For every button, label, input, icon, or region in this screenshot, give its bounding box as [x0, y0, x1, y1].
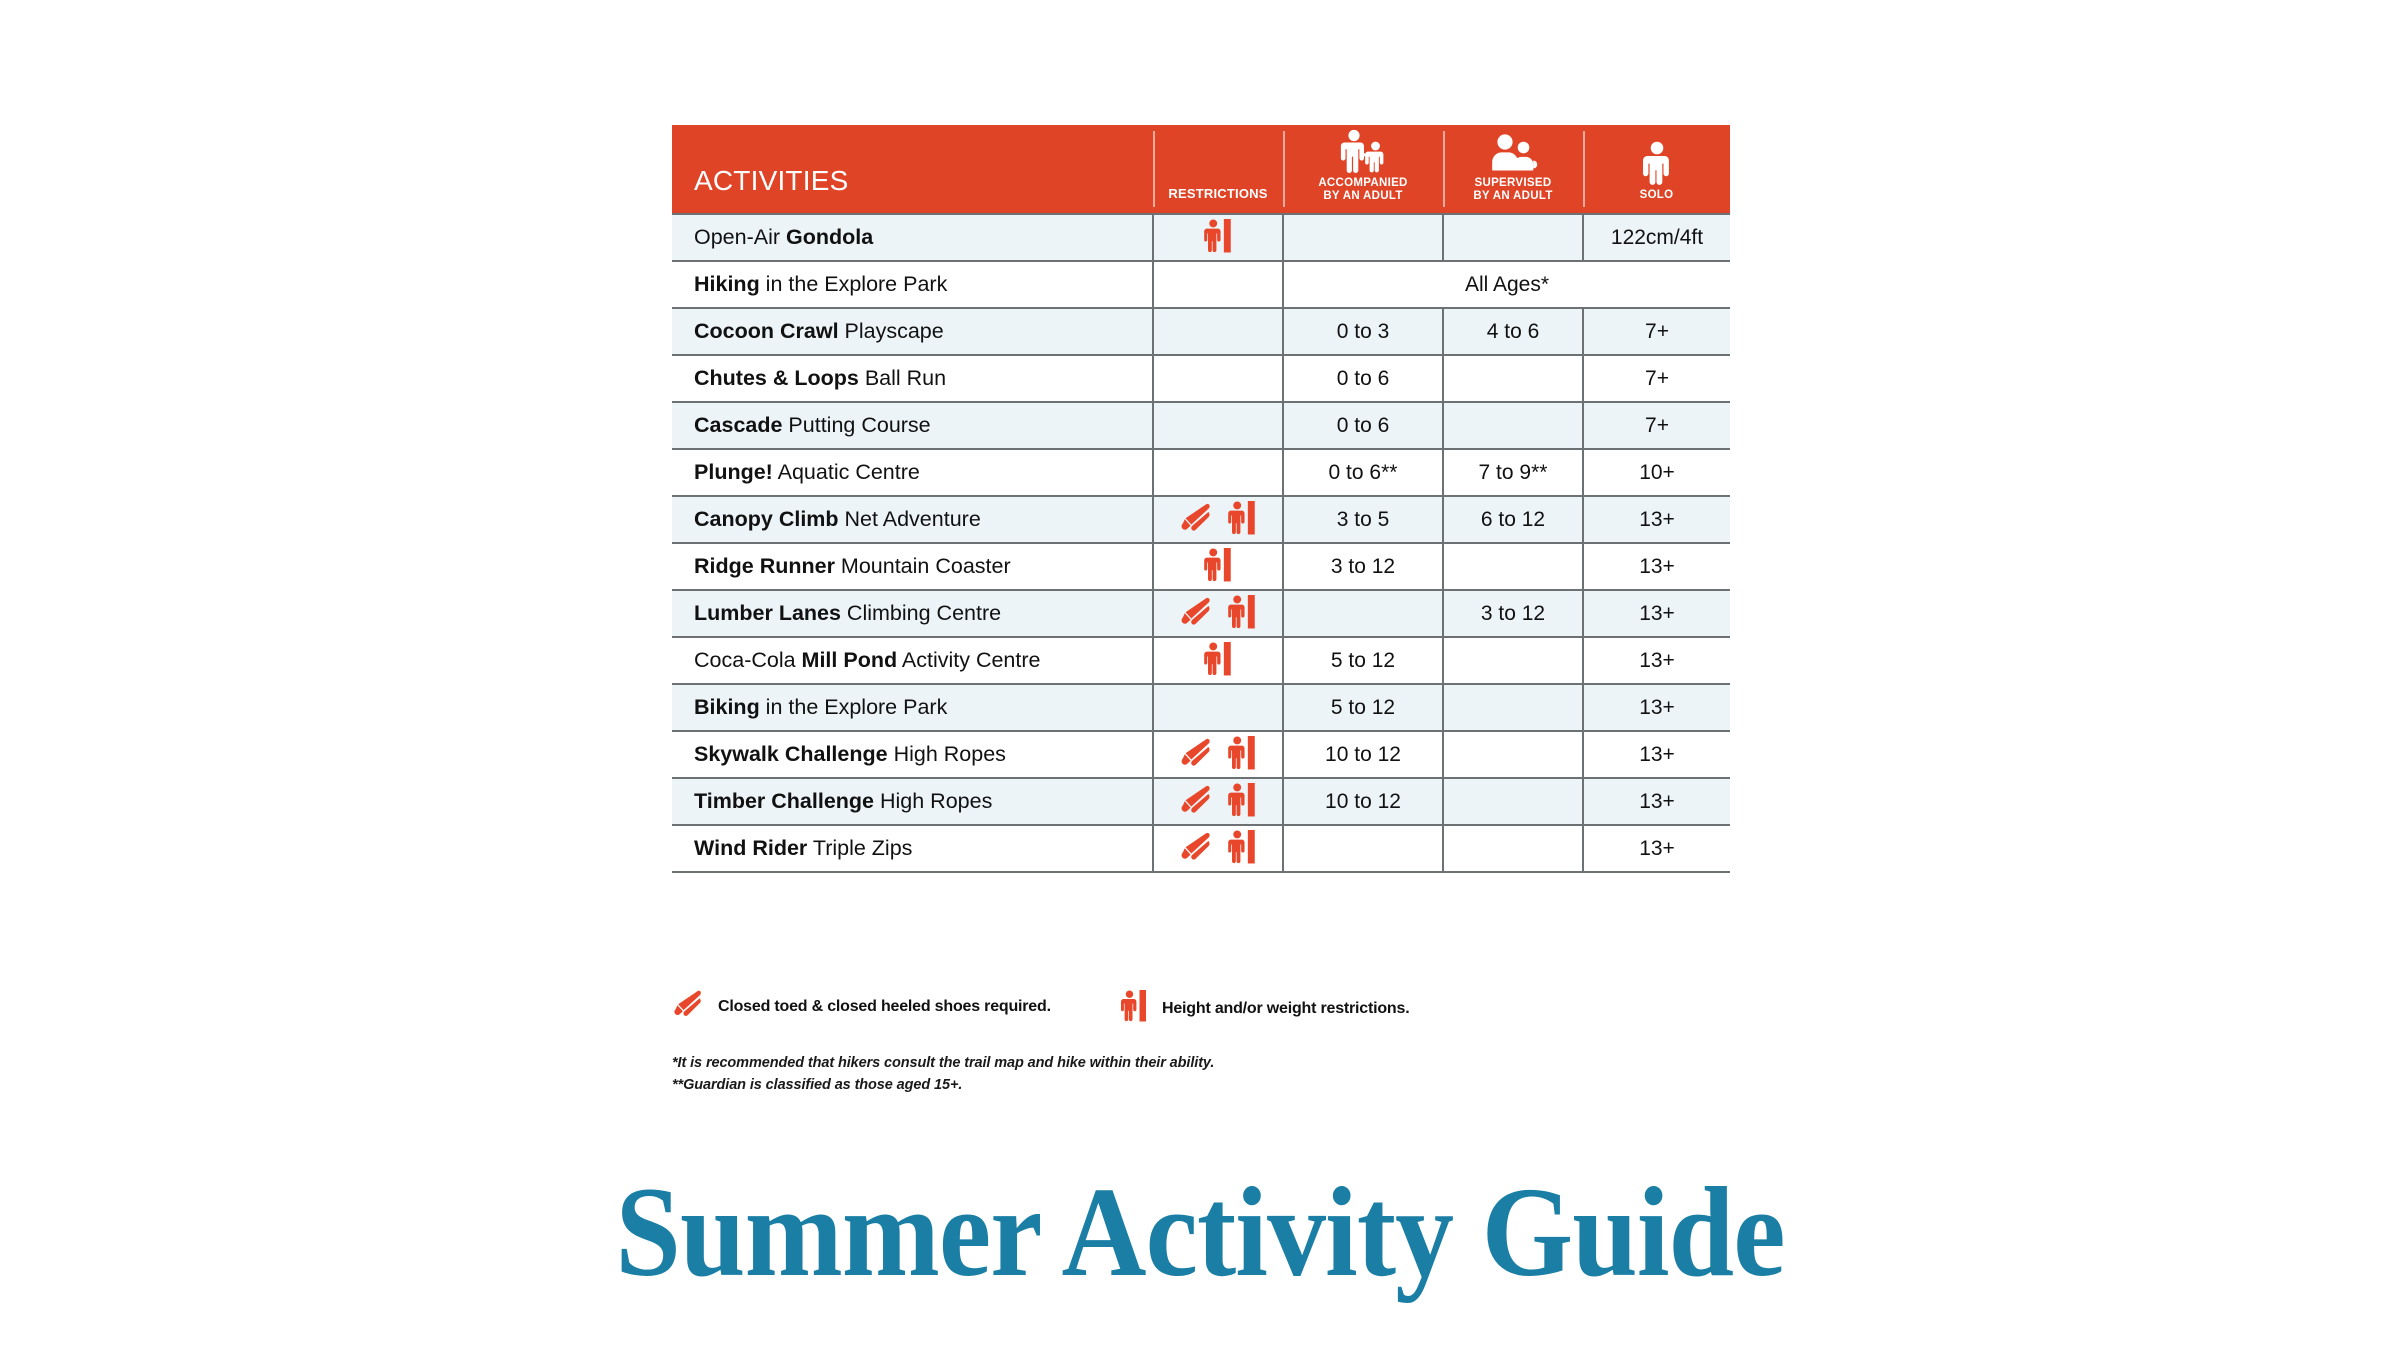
accompanied-cell [1283, 214, 1443, 261]
solo-cell: 7+ [1583, 355, 1730, 402]
activity-name-cell: Wind Rider Triple Zips [672, 825, 1153, 872]
table-row [672, 543, 1730, 590]
activity-name-cell: Cascade Putting Course [672, 402, 1153, 449]
table-row [672, 402, 1730, 449]
height-restriction-icon [1227, 736, 1257, 774]
height-restriction-icon [1203, 219, 1233, 257]
accompanied-cell: 3 to 5 [1283, 496, 1443, 543]
restrictions-cell [1153, 355, 1283, 402]
activity-restrictions-table [672, 125, 1730, 873]
table-row [672, 496, 1730, 543]
footnotes [672, 1052, 1572, 1097]
solo-cell: 13+ [1583, 496, 1730, 543]
table-header-row [672, 125, 1730, 214]
column-header-supervised [1443, 125, 1583, 214]
accompanied-cell: 10 to 12 [1283, 731, 1443, 778]
solo-cell: 13+ [1583, 543, 1730, 590]
table-row [672, 214, 1730, 261]
activity-table-container [672, 125, 1730, 873]
single-person-icon [1640, 141, 1674, 185]
solo-cell: 13+ [1583, 637, 1730, 684]
accompanied-cell: 5 to 12 [1283, 684, 1443, 731]
closed-toe-shoe-icon [1179, 503, 1213, 537]
closed-toe-shoe-icon [1179, 738, 1213, 772]
activity-name-cell: Open-Air Gondola [672, 214, 1153, 261]
column-header-solo-label: SOLO [1639, 188, 1674, 201]
table-body [672, 214, 1730, 872]
table-row [672, 731, 1730, 778]
activity-name-cell: Hiking in the Explore Park [672, 261, 1153, 308]
table-row [672, 449, 1730, 496]
height-restriction-icon [1203, 548, 1233, 586]
solo-cell: 10+ [1583, 449, 1730, 496]
supervised-cell [1443, 778, 1583, 825]
all-ages-cell: All Ages* [1283, 261, 1730, 308]
activity-name-cell: Skywalk Challenge High Ropes [672, 731, 1153, 778]
legend-item-shoes [672, 990, 1051, 1023]
activity-name-cell: Timber Challenge High Ropes [672, 778, 1153, 825]
column-header-accompanied [1283, 125, 1443, 214]
supervised-cell [1443, 731, 1583, 778]
solo-cell: 13+ [1583, 778, 1730, 825]
activity-name-cell: Cocoon Crawl Playscape [672, 308, 1153, 355]
height-restriction-icon [1227, 595, 1257, 633]
adult-and-child-icon [1337, 129, 1389, 173]
restrictions-cell [1153, 543, 1283, 590]
column-header-accompanied-label: ACCOMPANIED BY AN ADULT [1318, 176, 1408, 202]
solo-cell: 7+ [1583, 402, 1730, 449]
accompanied-cell [1283, 590, 1443, 637]
restrictions-cell [1153, 496, 1283, 543]
accompanied-cell: 0 to 6 [1283, 355, 1443, 402]
supervised-cell [1443, 637, 1583, 684]
activity-name-cell: Biking in the Explore Park [672, 684, 1153, 731]
accompanied-cell: 10 to 12 [1283, 778, 1443, 825]
restrictions-cell [1153, 778, 1283, 825]
closed-toe-shoe-icon [672, 990, 704, 1023]
table-row [672, 778, 1730, 825]
column-header-solo [1583, 125, 1730, 214]
height-restriction-icon [1227, 501, 1257, 539]
column-header-supervised-label: SUPERVISED BY AN ADULT [1473, 176, 1553, 202]
solo-cell: 13+ [1583, 684, 1730, 731]
closed-toe-shoe-icon [1179, 597, 1213, 631]
column-header-restrictions: RESTRICTIONS [1153, 125, 1283, 214]
column-header-activities: ACTIVITIES [672, 125, 1153, 214]
restrictions-cell [1153, 684, 1283, 731]
legend-height-text: Height and/or weight restrictions. [1162, 999, 1410, 1017]
restrictions-cell [1153, 402, 1283, 449]
activity-name-cell: Coca-Cola Mill Pond Activity Centre [672, 637, 1153, 684]
supervised-cell [1443, 825, 1583, 872]
restrictions-cell [1153, 449, 1283, 496]
accompanied-cell: 3 to 12 [1283, 543, 1443, 590]
restrictions-cell [1153, 590, 1283, 637]
footnote-1: *It is recommended that hikers consult the trail map and hike within their ability. [672, 1055, 1215, 1071]
restrictions-cell [1153, 637, 1283, 684]
activity-name-cell: Canopy Climb Net Adventure [672, 496, 1153, 543]
accompanied-cell: 5 to 12 [1283, 637, 1443, 684]
restrictions-cell [1153, 214, 1283, 261]
supervised-cell: 4 to 6 [1443, 308, 1583, 355]
table-header [672, 125, 1730, 214]
restrictions-cell [1153, 731, 1283, 778]
solo-cell: 13+ [1583, 731, 1730, 778]
table-row [672, 355, 1730, 402]
solo-cell: 13+ [1583, 825, 1730, 872]
table-row [672, 590, 1730, 637]
supervised-cell: 6 to 12 [1443, 496, 1583, 543]
table-row [672, 637, 1730, 684]
solo-cell: 7+ [1583, 308, 1730, 355]
table-row [672, 684, 1730, 731]
accompanied-cell: 0 to 3 [1283, 308, 1443, 355]
closed-toe-shoe-icon [1179, 785, 1213, 819]
height-restriction-icon [1227, 830, 1257, 868]
restrictions-cell [1153, 261, 1283, 308]
page-title: Summer Activity Guide [615, 1161, 1785, 1303]
two-people-icon [1486, 133, 1540, 173]
footnote-2: **Guardian is classified as those aged 15+. [672, 1077, 963, 1094]
table-row [672, 261, 1730, 308]
solo-cell: 122cm/4ft [1583, 214, 1730, 261]
supervised-cell: 7 to 9** [1443, 449, 1583, 496]
height-restriction-icon [1203, 642, 1233, 680]
legend-item-height [1120, 990, 1409, 1027]
closed-toe-shoe-icon [1179, 832, 1213, 866]
supervised-cell [1443, 543, 1583, 590]
activity-name-cell: Chutes & Loops Ball Run [672, 355, 1153, 402]
accompanied-cell [1283, 825, 1443, 872]
supervised-cell [1443, 214, 1583, 261]
restrictions-cell [1153, 825, 1283, 872]
activity-name-cell: Plunge! Aquatic Centre [672, 449, 1153, 496]
height-restriction-icon [1120, 990, 1148, 1027]
solo-cell: 13+ [1583, 590, 1730, 637]
accompanied-cell: 0 to 6** [1283, 449, 1443, 496]
supervised-cell [1443, 355, 1583, 402]
accompanied-cell: 0 to 6 [1283, 402, 1443, 449]
restrictions-cell [1153, 308, 1283, 355]
supervised-cell [1443, 684, 1583, 731]
supervised-cell: 3 to 12 [1443, 590, 1583, 637]
height-restriction-icon [1227, 783, 1257, 821]
legend [672, 990, 1730, 1030]
activity-name-cell: Ridge Runner Mountain Coaster [672, 543, 1153, 590]
activity-name-cell: Lumber Lanes Climbing Centre [672, 590, 1153, 637]
legend-shoes-text: Closed toed & closed heeled shoes required. [718, 997, 1051, 1015]
table-row [672, 308, 1730, 355]
table-row [672, 825, 1730, 872]
supervised-cell [1443, 402, 1583, 449]
